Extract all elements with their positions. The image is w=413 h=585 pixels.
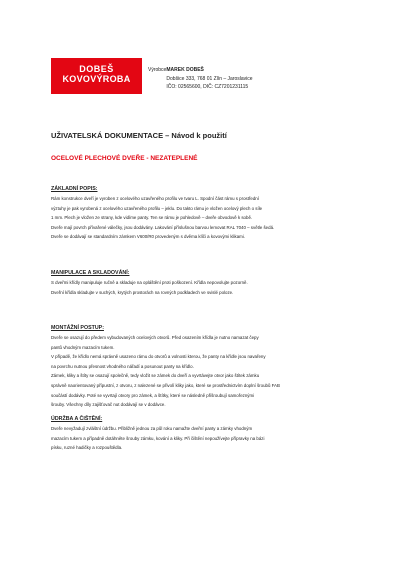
section-body	[51, 278, 369, 297]
section-handling-storage	[51, 270, 369, 297]
manufacturer-name: MAREK DOBEŠ	[166, 67, 204, 73]
text-line: písku, ruzné hadičky a rozpouštědla.	[51, 445, 123, 451]
company-address: Dobšice 333, 768 01 Zlín – Jaroslavice	[166, 75, 253, 82]
logo-line1: DOBEŠ	[79, 64, 114, 74]
company-info	[148, 66, 253, 92]
section-installation	[51, 325, 369, 410]
text-line: šrouby. Všechny díly zajišťovač nut dodávají se v dodávce.	[51, 402, 166, 408]
section-heading: MANIPULACE A SKLADOVÁNÍ:	[51, 270, 130, 276]
text-line: S dveřmi křídly manipuluje ručně a skladuje na opláštění proti poškození. Křídla nepovolujte pozorně.	[51, 280, 248, 285]
text-line: Dveřní křídla skladujte v suchých, krytých prostorách na rovných podkladech ve svislé poloze.	[51, 289, 234, 295]
text-line: Zámek, kliky a štíty se osazují společně, tedy vložit se zámek do dveří a vyvrtávejte otvor jako štítek zámku	[51, 373, 260, 379]
document-title: UŽIVATELSKÁ DOKUMENTACE – Návod k použití	[51, 131, 227, 140]
text-line: Dveře se osazují do předem vybudovaných ocelových otvorů. Před osazením křídla je nutno namazat čepy	[51, 335, 259, 340]
text-line: Rám konstrukce dveří je vyroben z ocelového uzavřeného profilu ve tvaru L. Spodní část rámu s prostřední	[51, 196, 259, 201]
text-line: Dveře nevyžadují zvláštní údržbu. Přibližně jednou za půl roku namažte dveřní panty a zámky vhodným	[51, 426, 253, 431]
text-line: na povrchu nutnou přesnost vhodného nářadí a posunout panty na křídlo.	[51, 363, 194, 369]
text-line: Dveře mají povrch přívařené válečky, jsou dodávány. Lakování příslušnou barvou lemovat RAL 7040 – světle šedá.	[51, 224, 275, 230]
text-line: Dveře se dodávají se standardním zámkem V600/R0 provedeným s dvěma klíči a kovovými klikami.	[51, 234, 245, 240]
section-basic-description	[51, 186, 369, 242]
logo-line2: KOVOVÝROBA	[62, 74, 131, 84]
document-subtitle: OCELOVÉ PLECHOVÉ DVEŘE - NEZATEPLENÉ	[51, 155, 198, 162]
text-line: mazacím tukem a případně dotáhněte šrouby zámku, kování a kliky. Při čištění nepoužívejte přípravky na bázi	[51, 435, 265, 441]
section-body	[51, 424, 369, 453]
text-line: 1 mm. Plech je vložen ze strany, kde vidíme panty. Ten se rámu je pohledově – dveře obvodově k sobě.	[51, 215, 253, 221]
manufacturer-label: Výrobce:	[148, 67, 168, 73]
company-ids: IČO: 02565600, DIČ: CZ7201231115	[166, 84, 249, 90]
section-body	[51, 333, 369, 410]
section-heading: ÚDRŽBA A ČIŠTĚNÍ:	[51, 416, 103, 422]
section-maintenance	[51, 416, 369, 453]
text-line: V případě, že křídlo nemá správně usazeno rámu do otvorů a volnosti kterou, že panty na křídle jsou navařeny	[51, 354, 266, 360]
section-body	[51, 194, 369, 242]
section-heading: MONTÁŽNÍ POSTUP:	[51, 325, 104, 331]
section-heading: ZÁKLADNÍ POPIS:	[51, 186, 98, 192]
text-line: součástí dodávky. Poté se vyvrtají otvory pro zámek, a štítky, které se následně přišroubují samořeznými	[51, 392, 255, 398]
text-line: výztuhy je pak vyrobená z ocelového uzavřeného profilu – jeklu. Do takto rámu je vložen ocelový plech o síle	[51, 205, 263, 211]
company-logo	[51, 58, 142, 94]
text-line: pantů vhodným mazacím tukem.	[51, 344, 115, 350]
text-line: správně naorientovaný přípustní, z otvoru, z nalezené se přivolí kliky jako, které se prostřednictvím doplní šroubů FAB	[51, 382, 280, 388]
